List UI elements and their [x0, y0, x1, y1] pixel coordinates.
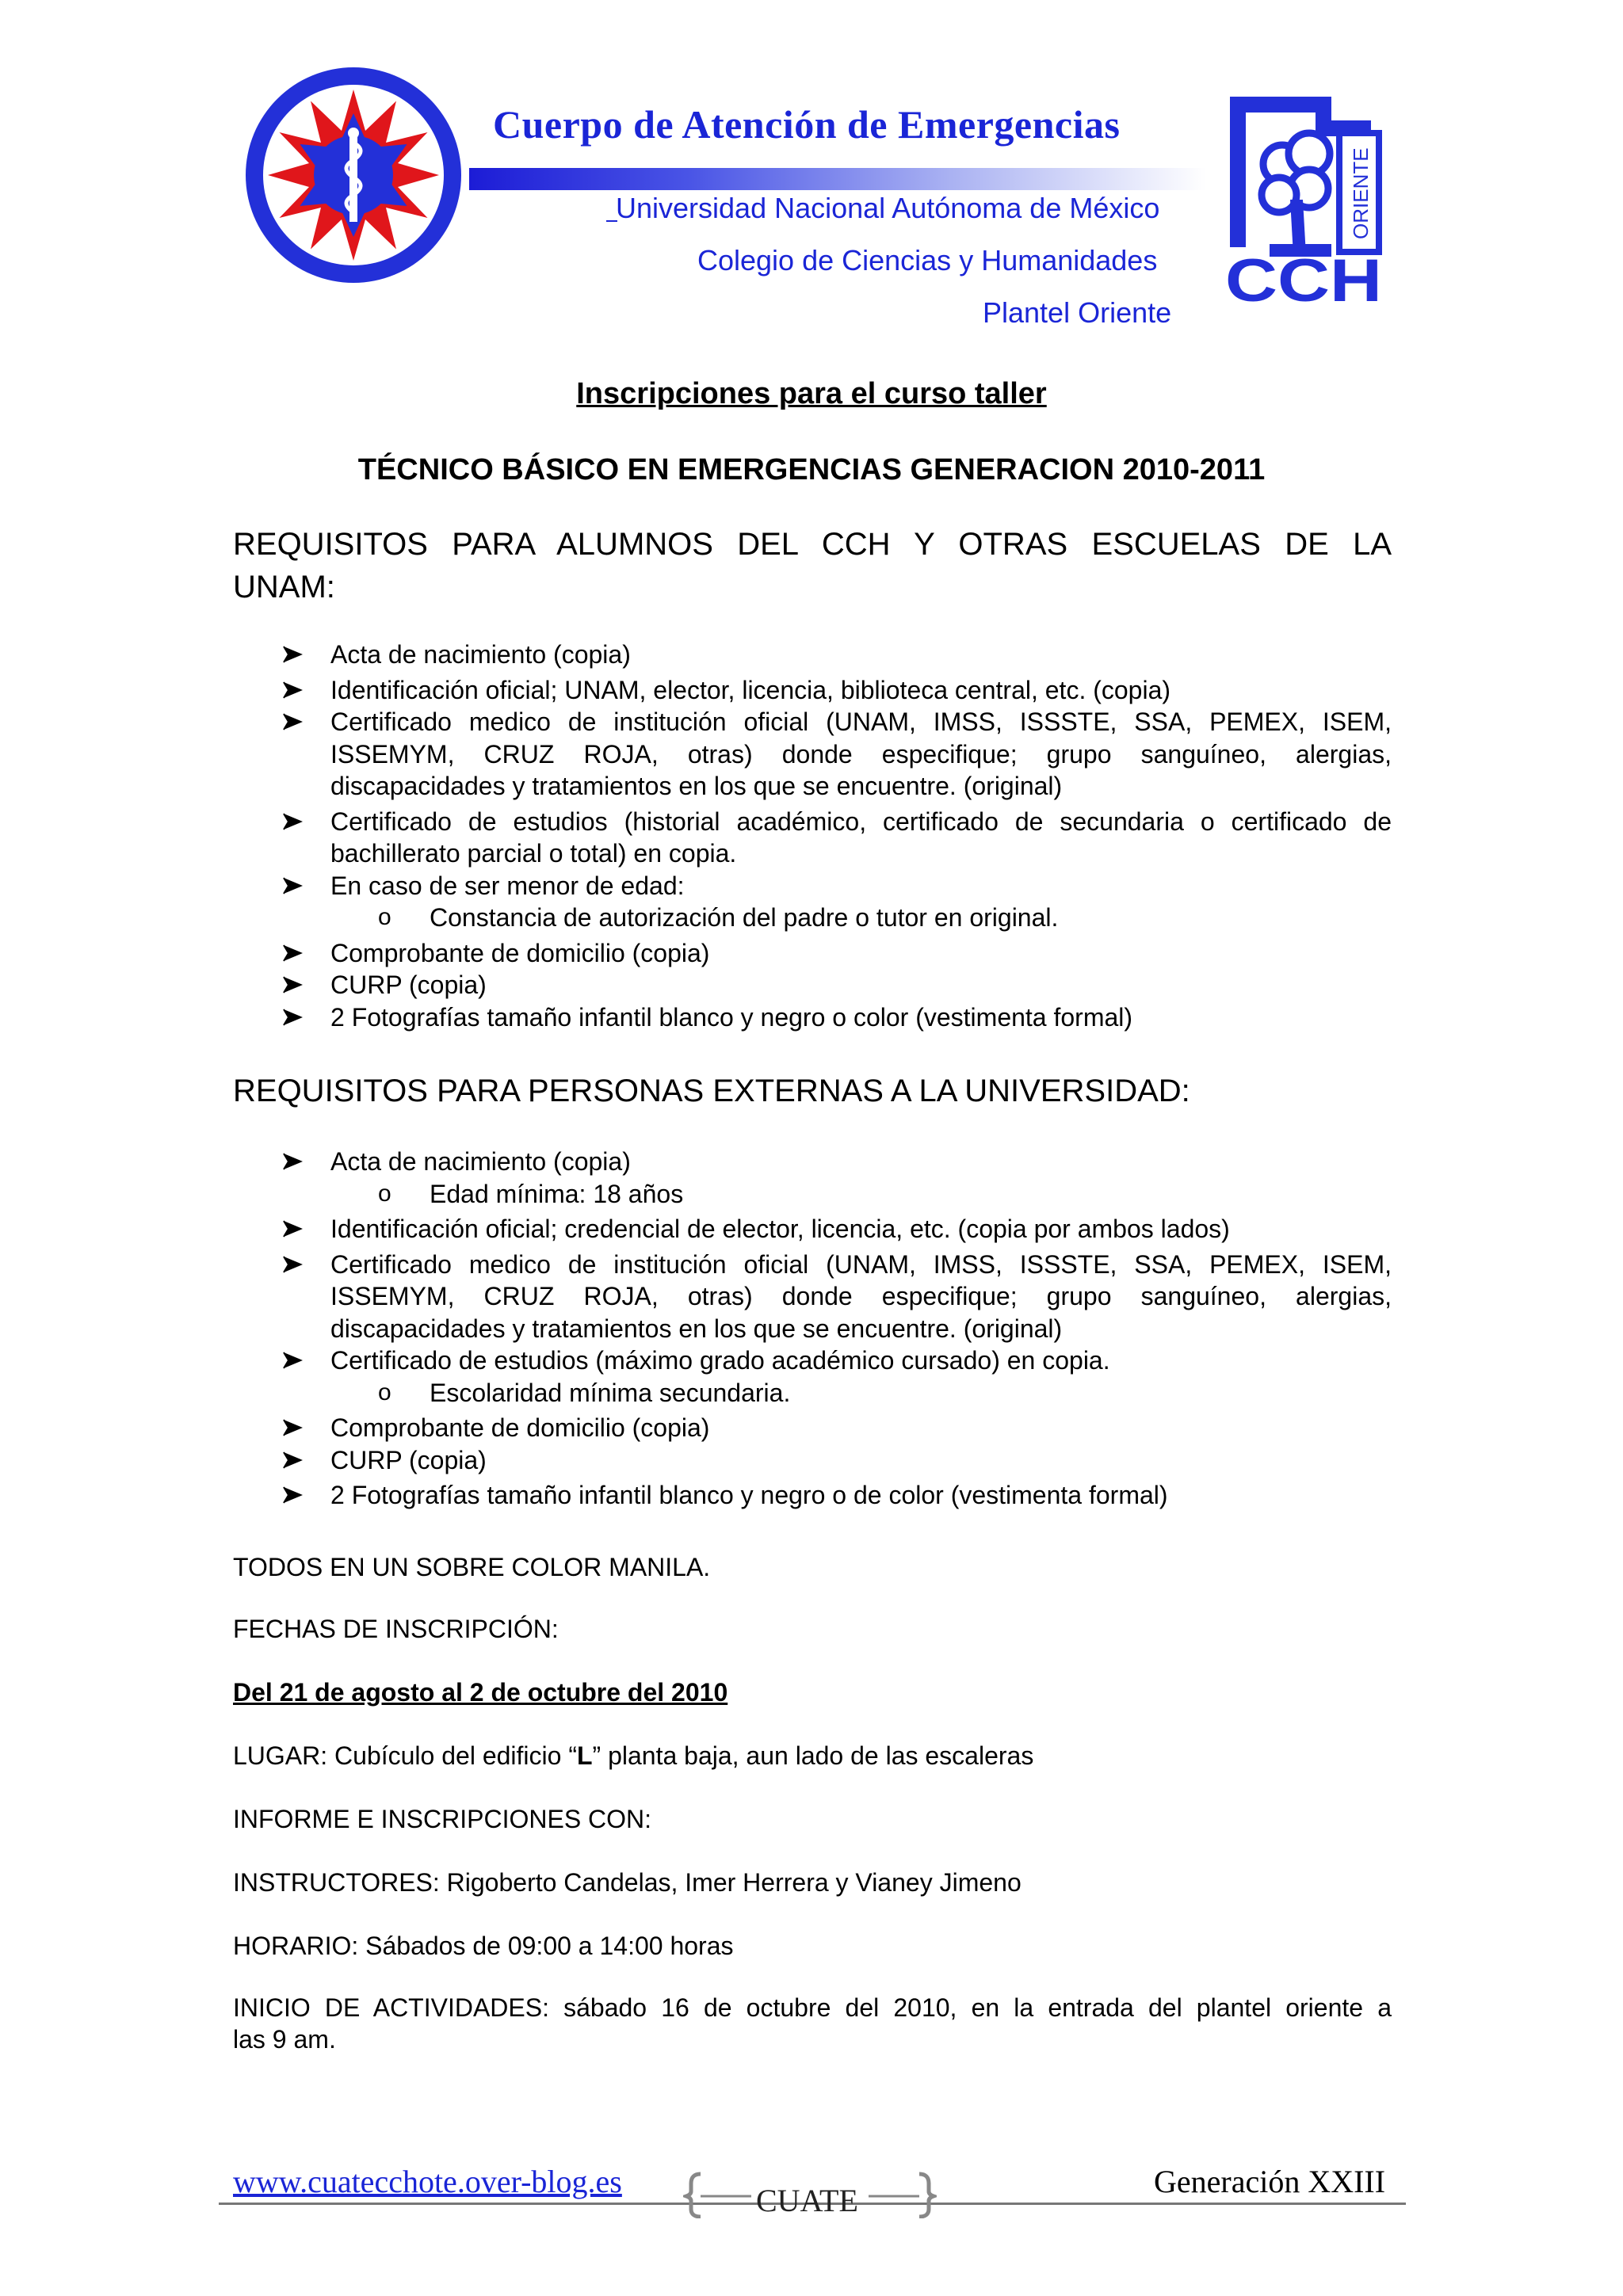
list-item-text: 2 Fotografías tamaño infantil blanco y negro o color (vestimenta formal) — [330, 1002, 1133, 1032]
manila-note: TODOS EN UN SOBRE COLOR MANILA. — [233, 1553, 711, 1581]
section-1-requirements-list — [282, 639, 1392, 1033]
dates-label: FECHAS DE INSCRIPCIÓN: — [233, 1615, 559, 1643]
course-title: TÉCNICO BÁSICO EN EMERGENCIAS GENERACION 2010-2011 — [357, 453, 1266, 486]
arrow-bullet-icon — [282, 1444, 306, 1476]
circle-bullet-icon: o — [378, 904, 391, 930]
cch-logo-side-text: ORIENTE — [1349, 147, 1373, 239]
arrow-bullet-icon — [282, 706, 306, 738]
location-prefix: LUGAR: Cubículo del edificio “ — [233, 1741, 577, 1770]
cch-oriente-logo — [1220, 89, 1387, 303]
list-item — [282, 969, 1392, 1001]
schedule: HORARIO: Sábados de 09:00 a 14:00 horas — [233, 1932, 734, 1960]
arrow-bullet-icon — [282, 1213, 306, 1245]
list-item-text: Identificación oficial; UNAM, elector, licencia, biblioteca central, etc. (copia) — [330, 675, 1171, 704]
list-item — [282, 870, 1392, 902]
list-item-text: Certificado de estudios (historial académico, certificado de secundaria o certificado de bachillerato parcial o total) en copia. — [330, 807, 1392, 868]
list-item — [282, 1146, 1392, 1178]
list-item-text: Comprobante de domicilio (copia) — [330, 938, 710, 967]
list-item — [282, 806, 1392, 870]
arrow-bullet-icon — [282, 1412, 306, 1444]
arrow-bullet-icon — [282, 1479, 306, 1511]
arrow-bullet-icon — [282, 1344, 306, 1376]
section-1-title-line-2: UNAM: — [233, 570, 335, 605]
arrow-bullet-icon — [282, 870, 306, 902]
section-2-requirements-list — [282, 1146, 1392, 1512]
circle-bullet-icon: o — [378, 1379, 391, 1405]
arrow-bullet-icon — [282, 674, 306, 706]
dates-range: Del 21 de agosto al 2 de octubre del 2010 — [233, 1678, 728, 1707]
list-item-text: 2 Fotografías tamaño infantil blanco y negro o de color (vestimenta formal) — [330, 1481, 1168, 1509]
location-suffix: ” planta baja, aun lado de las escaleras — [592, 1741, 1034, 1770]
sub-list-item — [282, 1377, 1392, 1409]
arrow-bullet-icon — [282, 639, 306, 670]
location-building: L — [576, 1741, 593, 1770]
emergency-star-logo — [242, 63, 465, 287]
circle-bullet-icon: o — [378, 1180, 391, 1207]
start-activities-line-2: las 9 am. — [233, 2025, 336, 2054]
list-item-text: Certificado medico de institución oficial (UNAM, IMSS, ISSSTE, SSA, PEMEX, ISEM, ISSEMYM, CRUZ ROJA, otras) donde especifique; grupo sanguíneo, alergias, discapacidades y tratamientos en los que se encuentre. (original) — [330, 707, 1392, 800]
footer-generation: Generación XXIII — [1154, 2164, 1386, 2199]
university-name-text: Universidad Nacional Autónoma de México — [616, 192, 1160, 224]
list-item — [282, 674, 1392, 707]
arrow-bullet-icon — [282, 1146, 306, 1177]
list-item — [282, 1444, 1392, 1477]
list-item — [282, 706, 1392, 803]
list-item-text: Acta de nacimiento (copia) — [330, 1147, 631, 1176]
plantel-name: Plantel Oriente — [983, 296, 1172, 329]
sub-list-item-text: Escolaridad mínima secundaria. — [430, 1378, 791, 1407]
sub-list-item — [282, 1178, 1392, 1211]
list-item — [282, 1344, 1392, 1377]
list-item-text: En caso de ser menor de edad: — [330, 871, 685, 900]
org-title: Cuerpo de Atención de Emergencias — [493, 102, 1121, 147]
list-item — [282, 937, 1392, 970]
start-activities — [233, 1992, 1392, 2055]
arrow-bullet-icon — [282, 1001, 306, 1033]
arrow-bullet-icon — [282, 1249, 306, 1280]
list-item-text: Certificado medico de institución oficial (UNAM, IMSS, ISSSTE, SSA, PEMEX, ISEM, ISSEMYM, CRUZ ROJA, otras) donde especifique; grupo sanguíneo, alergias, discapacidades y tratamientos en los que se encuentre. (original) — [330, 1249, 1392, 1343]
footer-cuate: CUATE — [756, 2183, 858, 2218]
arrow-bullet-icon — [282, 806, 306, 837]
footer-blog-link[interactable]: www.cuatecchote.over-blog.es — [233, 2164, 622, 2199]
section-2-title: REQUISITOS PARA PERSONAS EXTERNAS A LA UNIVERSIDAD: — [233, 1074, 1190, 1108]
sub-list-item-text: Edad mínima: 18 años — [430, 1179, 684, 1208]
university-name — [606, 192, 1159, 225]
cch-logo-text: CCH — [1225, 247, 1382, 303]
contact-label: INFORME E INSCRIPCIONES CON: — [233, 1805, 652, 1833]
list-item-text: Acta de nacimiento (copia) — [330, 640, 631, 669]
location — [233, 1740, 1392, 1772]
sub-list-item-text: Constancia de autorización del padre o tutor en original. — [430, 903, 1059, 932]
start-activities-line-1: INICIO DE ACTIVIDADES: sábado 16 de octubre del 2010, en la entrada del plantel oriente a — [233, 1993, 1392, 2022]
college-name: Colegio de Ciencias y Humanidades — [697, 244, 1158, 277]
list-item — [282, 639, 1392, 671]
list-item-text: Comprobante de domicilio (copia) — [330, 1413, 710, 1442]
header-gradient-bar — [469, 168, 1206, 190]
list-item-text: CURP (copia) — [330, 971, 487, 999]
arrow-bullet-icon — [282, 969, 306, 1001]
list-item — [282, 1412, 1392, 1444]
list-item — [282, 1213, 1392, 1245]
list-item-text: CURP (copia) — [330, 1445, 487, 1474]
list-item — [282, 1479, 1392, 1512]
list-item — [282, 1001, 1392, 1034]
sub-list-item — [282, 902, 1392, 934]
section-1-title-line-1: REQUISITOS PARA ALUMNOS DEL CCH Y OTRAS ESCUELAS DE LA — [233, 527, 1392, 562]
list-item-text: Certificado de estudios (máximo grado académico cursado) en copia. — [330, 1346, 1110, 1375]
section-1-title — [233, 523, 1392, 608]
list-item-text: Identificación oficial; credencial de elector, licencia, etc. (copia por ambos lados) — [330, 1215, 1230, 1243]
list-item — [282, 1249, 1392, 1345]
arrow-bullet-icon — [282, 937, 306, 969]
course-heading: Inscripciones para el curso taller — [576, 377, 1047, 410]
instructors: INSTRUCTORES: Rigoberto Candelas, Imer Herrera y Vianey Jimeno — [233, 1868, 1022, 1897]
